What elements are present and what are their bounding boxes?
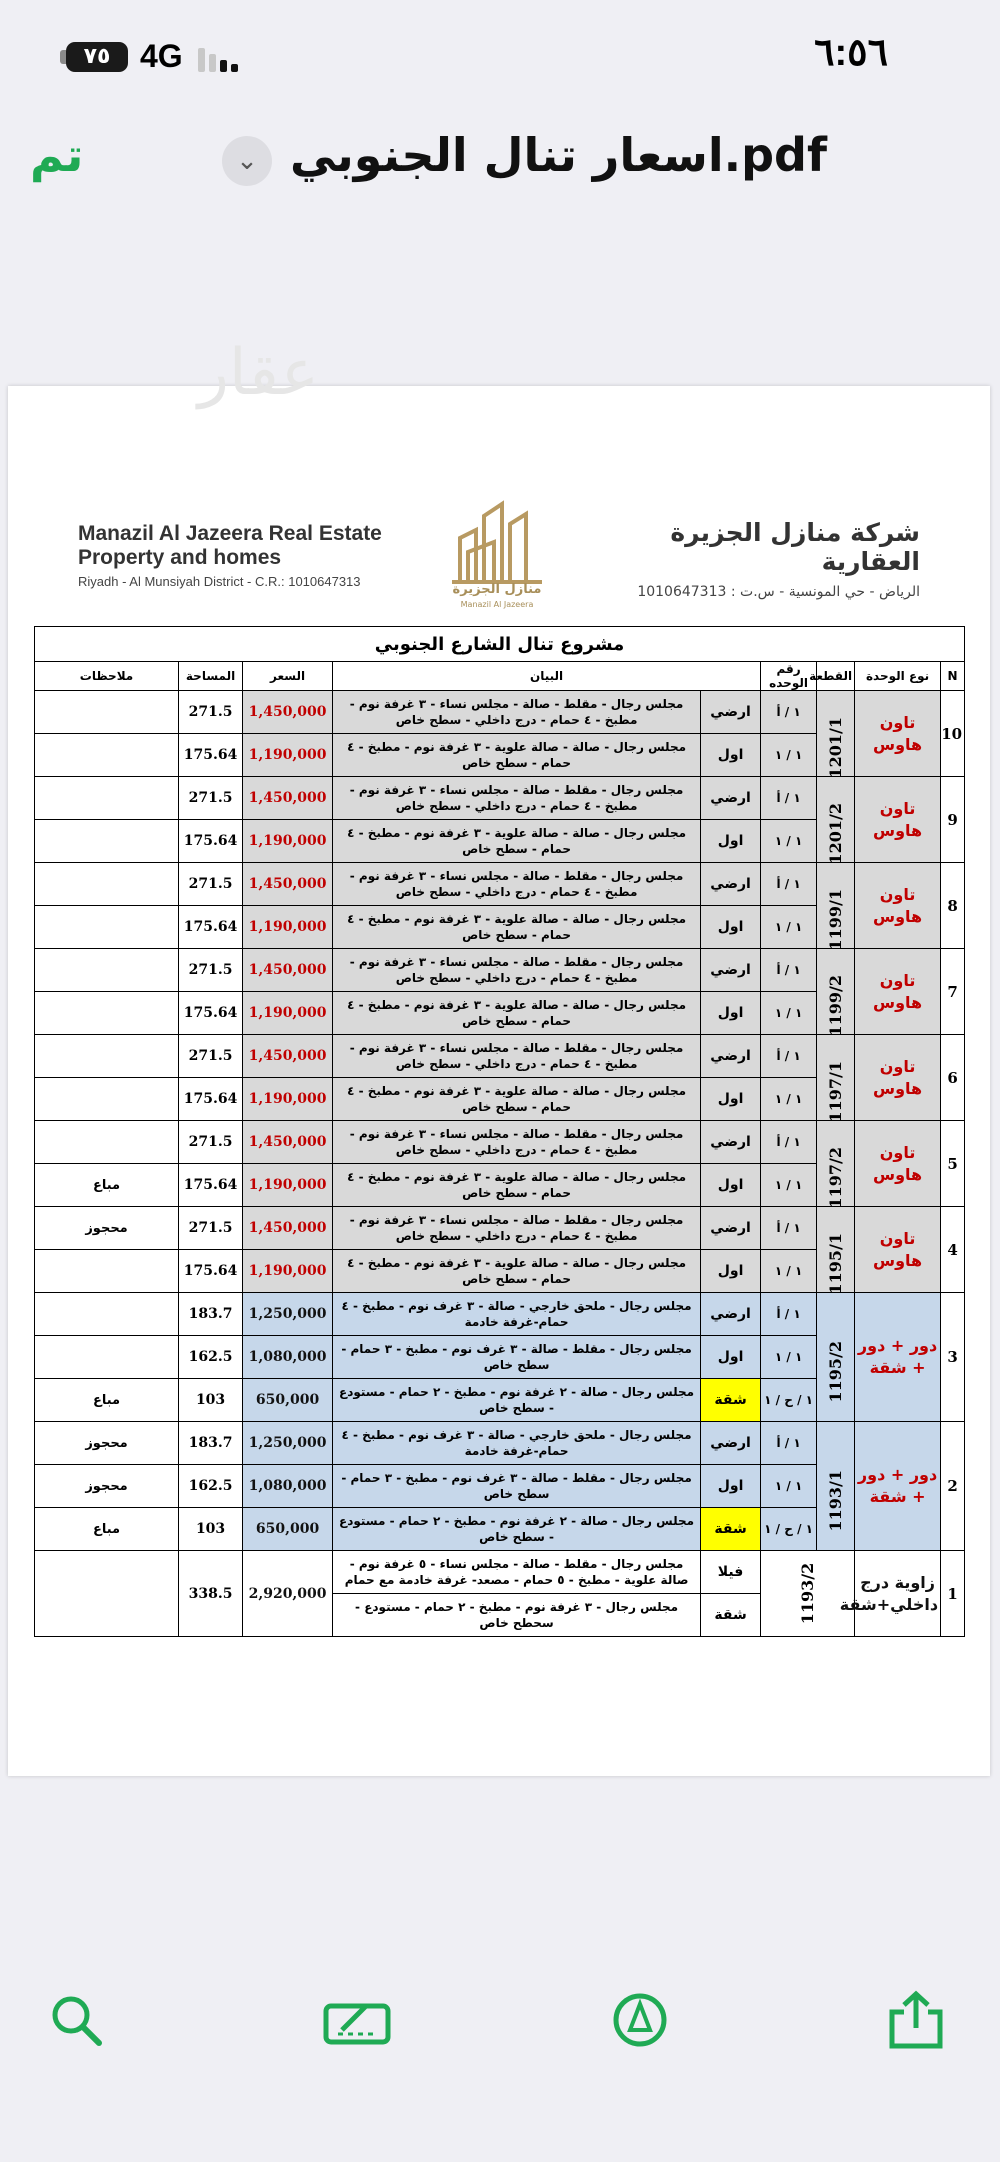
row-number: 9 bbox=[941, 777, 965, 863]
table-row bbox=[35, 777, 965, 820]
company-en-name: Manazil Al Jazeera Real Estate bbox=[78, 522, 382, 545]
unit-number: ١ / ١ bbox=[761, 1250, 817, 1293]
unit-area: 175.64 bbox=[179, 734, 243, 777]
unit-notes bbox=[35, 820, 179, 863]
unit-type: تاون هاوس bbox=[855, 949, 941, 1035]
document-title[interactable]: اسعار تنال الجنوبي.pdf bbox=[290, 128, 827, 182]
unit-number: ١ / ح / ١ bbox=[761, 1379, 817, 1422]
unit-description: مجلس رجال - صالة - ٢ غرفة نوم - مطبخ - ٢ حمام - مستودع - سطح خاص bbox=[333, 1508, 701, 1551]
unit-number: ١ / ١ bbox=[761, 1465, 817, 1508]
unit-notes bbox=[35, 1121, 179, 1164]
header-notes: ملاحظات bbox=[35, 662, 179, 691]
floor-label: ارضي bbox=[701, 863, 761, 906]
unit-notes bbox=[35, 1293, 179, 1336]
unit-description: مجلس رجال - مقلط - صالة - ٣ غرف نوم - مطبخ - ٣ حمام - سطح خاص bbox=[333, 1465, 701, 1508]
unit-description: مجلس رجال - مقلط - صالة - ٣ غرف نوم - مطبخ - ٣ حمام - سطح خاص bbox=[333, 1336, 701, 1379]
floor-label: اول bbox=[701, 1078, 761, 1121]
pdf-page[interactable] bbox=[8, 336, 990, 1776]
floor-label: اول bbox=[701, 1164, 761, 1207]
plot-number bbox=[817, 1293, 855, 1422]
unit-area: 271.5 bbox=[179, 863, 243, 906]
unit-description: مجلس رجال - صالة - صالة علوية - ٣ غرفة نوم - مطبخ - ٤ حمام - سطح خاص bbox=[333, 1164, 701, 1207]
company-ar-name: شركة منازل الجزيرة العقارية bbox=[670, 518, 920, 576]
plot-number-text: 1193/1 bbox=[826, 1469, 846, 1532]
company-en-address: Riyadh - Al Munsiyah District - C.R.: 1010647313 bbox=[78, 574, 361, 589]
floor-label: شقة bbox=[701, 1379, 761, 1422]
table-row bbox=[35, 1121, 965, 1164]
unit-notes: مباع bbox=[35, 1508, 179, 1551]
floor-label: ارضي bbox=[701, 1121, 761, 1164]
floor-label: ارضي bbox=[701, 1422, 761, 1465]
status-bar bbox=[0, 0, 1000, 110]
unit-price: 1,450,000 bbox=[243, 863, 333, 906]
plot-number-text: 1195/2 bbox=[826, 1340, 846, 1403]
unit-type: تاون هاوس bbox=[855, 1035, 941, 1121]
unit-number: ١ / أ bbox=[761, 1121, 817, 1164]
clock: ٦:٥٦ bbox=[814, 32, 888, 74]
unit-description: مجلس رجال - مقلط - صالة - مجلس نساء - ٣ غرفة نوم - مطبخ - ٤ حمام - درج داخلي - سطح خاص bbox=[333, 691, 701, 734]
floor-label: شقة bbox=[701, 1594, 761, 1637]
unit-price: 1,190,000 bbox=[243, 906, 333, 949]
plot-number bbox=[817, 1207, 855, 1293]
unit-number: ١ / أ bbox=[761, 863, 817, 906]
unit-description: مجلس رجال - مقلط - صالة - مجلس نساء - ٥ غرفة نوم - صالة علوية - مطبخ - ٥ حمام - مصعد- غرفة خادمة مع حمام bbox=[333, 1551, 701, 1594]
plot-number-text: 1197/1 bbox=[826, 1061, 846, 1123]
floor-label: شقة bbox=[701, 1508, 761, 1551]
table-row bbox=[35, 949, 965, 992]
row-number: 5 bbox=[941, 1121, 965, 1207]
unit-area: 175.64 bbox=[179, 820, 243, 863]
company-ar-address: الرياض - حي المونسية - س.ت : 1010647313 bbox=[637, 584, 920, 600]
battery-indicator: ٧٥ bbox=[66, 42, 128, 72]
logo-text-en: Manazil Al Jazeera bbox=[460, 600, 534, 609]
unit-notes bbox=[35, 992, 179, 1035]
unit-description: مجلس رجال - ملحق خارجي - صالة - ٣ غرف نوم - مطبخ - ٤ حمام-غرفة خادمة bbox=[333, 1293, 701, 1336]
unit-area: 271.5 bbox=[179, 777, 243, 820]
floor-label: ارضي bbox=[701, 691, 761, 734]
unit-notes bbox=[35, 734, 179, 777]
unit-notes: محجوز bbox=[35, 1422, 179, 1465]
unit-price: 1,450,000 bbox=[243, 1121, 333, 1164]
unit-notes bbox=[35, 1078, 179, 1121]
unit-price: 1,450,000 bbox=[243, 1035, 333, 1078]
unit-number: ١ / ١ bbox=[761, 734, 817, 777]
table-row bbox=[35, 1035, 965, 1078]
table-title-row bbox=[35, 627, 965, 662]
signal-icon bbox=[198, 44, 246, 72]
unit-number: ١ / أ bbox=[761, 1293, 817, 1336]
unit-number: ١ / ١ bbox=[761, 906, 817, 949]
plot-number bbox=[817, 863, 855, 949]
plot-number-text: 1199/2 bbox=[826, 975, 846, 1037]
row-number: 8 bbox=[941, 863, 965, 949]
row-number: 4 bbox=[941, 1207, 965, 1293]
unit-notes: محجوز bbox=[35, 1207, 179, 1250]
floor-label: اول bbox=[701, 906, 761, 949]
table-row bbox=[35, 863, 965, 906]
unit-number: ١ / أ bbox=[761, 691, 817, 734]
floor-label: ارضي bbox=[701, 1207, 761, 1250]
unit-description: مجلس رجال - مقلط - صالة - مجلس نساء - ٣ غرفة نوم - مطبخ - ٤ حمام - درج داخلي - سطح خاص bbox=[333, 777, 701, 820]
unit-type: تاون هاوس bbox=[855, 777, 941, 863]
unit-number: ١ / ١ bbox=[761, 820, 817, 863]
logo-text-ar: منازل الجزيرة bbox=[452, 582, 542, 597]
table-row bbox=[35, 1422, 965, 1465]
plot-number-text: 1193/2 bbox=[798, 1562, 818, 1625]
header-n: N bbox=[941, 662, 965, 691]
unit-notes: محجوز bbox=[35, 1465, 179, 1508]
floor-label: اول bbox=[701, 734, 761, 777]
header-type: نوع الوحدة bbox=[855, 662, 941, 691]
unit-price: 1,190,000 bbox=[243, 992, 333, 1035]
header-area: المساحة bbox=[179, 662, 243, 691]
unit-notes bbox=[35, 906, 179, 949]
unit-area: 271.5 bbox=[179, 1121, 243, 1164]
unit-area: 175.64 bbox=[179, 1164, 243, 1207]
annotate-icon[interactable] bbox=[610, 1990, 670, 2050]
unit-type: دور + دور + شقة bbox=[855, 1422, 941, 1551]
unit-type: زاوية درج داخلي+شقة bbox=[855, 1551, 941, 1637]
unit-price: 1,190,000 bbox=[243, 1164, 333, 1207]
plot-number bbox=[817, 1121, 855, 1207]
plot-number bbox=[817, 691, 855, 777]
unit-type: تاون هاوس bbox=[855, 1121, 941, 1207]
header-price: السعر bbox=[243, 662, 333, 691]
unit-area: 103 bbox=[179, 1508, 243, 1551]
unit-notes bbox=[35, 691, 179, 734]
table-row bbox=[35, 1551, 965, 1594]
company-en-tagline: Property and homes bbox=[78, 546, 282, 569]
unit-price: 1,450,000 bbox=[243, 777, 333, 820]
unit-price: 1,080,000 bbox=[243, 1465, 333, 1508]
unit-description: مجلس رجال - صالة - صالة علوية - ٣ غرفة نوم - مطبخ - ٤ حمام - سطح خاص bbox=[333, 906, 701, 949]
unit-area: 162.5 bbox=[179, 1336, 243, 1379]
chevron-down-icon[interactable]: ⌄ bbox=[222, 136, 272, 186]
unit-notes bbox=[35, 1551, 179, 1637]
header-desc: البيان bbox=[333, 662, 761, 691]
floor-label: ارضي bbox=[701, 1035, 761, 1078]
unit-description: مجلس رجال - مقلط - صالة - مجلس نساء - ٣ غرفة نوم - مطبخ - ٤ حمام - درج داخلي - سطح خاص bbox=[333, 863, 701, 906]
unit-description: مجلس رجال - مقلط - صالة - مجلس نساء - ٣ غرفة نوم - مطبخ - ٤ حمام - درج داخلي - سطح خاص bbox=[333, 949, 701, 992]
unit-number: ١ / أ bbox=[761, 777, 817, 820]
plot-number-text: 1201/2 bbox=[826, 803, 846, 865]
bottom-toolbar bbox=[0, 1990, 1000, 2090]
unit-type: تاون هاوس bbox=[855, 1207, 941, 1293]
plot-number bbox=[817, 777, 855, 863]
unit-number: ١ / أ bbox=[761, 1035, 817, 1078]
unit-type: دور + دور + شقة bbox=[855, 1293, 941, 1422]
row-number: 2 bbox=[941, 1422, 965, 1551]
unit-description: مجلس رجال - صالة - ٢ غرفة نوم - مطبخ - ٢ حمام - مستودع - سطح خاص bbox=[333, 1379, 701, 1422]
plot-number bbox=[817, 949, 855, 1035]
unit-price: 2,920,000 bbox=[243, 1551, 333, 1637]
unit-area: 271.5 bbox=[179, 1035, 243, 1078]
company-logo bbox=[446, 494, 548, 614]
unit-notes bbox=[35, 863, 179, 906]
unit-description: مجلس رجال - ٣ غرفة نوم - مطبخ - ٢ حمام - مستودع - سحطح خاص bbox=[333, 1594, 701, 1637]
unit-area: 175.64 bbox=[179, 906, 243, 949]
unit-price: 1,250,000 bbox=[243, 1422, 333, 1465]
unit-description: مجلس رجال - مقلط - صالة - مجلس نساء - ٣ غرفة نوم - مطبخ - ٤ حمام - درج داخلي - سطح خاص bbox=[333, 1035, 701, 1078]
unit-number: ١ / أ bbox=[761, 1422, 817, 1465]
unit-type: تاون هاوس bbox=[855, 691, 941, 777]
logo-building-icon bbox=[446, 494, 548, 584]
floor-label: ارضي bbox=[701, 1293, 761, 1336]
unit-price: 1,190,000 bbox=[243, 734, 333, 777]
floor-label: اول bbox=[701, 992, 761, 1035]
row-number: 6 bbox=[941, 1035, 965, 1121]
unit-number: ١ / ١ bbox=[761, 992, 817, 1035]
unit-area: 338.5 bbox=[179, 1551, 243, 1637]
row-number: 1 bbox=[941, 1551, 965, 1637]
plot-number-text: 1195/1 bbox=[826, 1233, 846, 1295]
unit-notes: مباع bbox=[35, 1379, 179, 1422]
unit-number: ١ / ح / ١ bbox=[761, 1508, 817, 1551]
row-number: 10 bbox=[941, 691, 965, 777]
network-label: 4G bbox=[140, 38, 183, 74]
plot-number bbox=[817, 1035, 855, 1121]
unit-area: 103 bbox=[179, 1379, 243, 1422]
plot-number-text: 1199/1 bbox=[826, 889, 846, 951]
unit-price: 1,450,000 bbox=[243, 1207, 333, 1250]
header-plot: القطعة bbox=[817, 662, 855, 691]
floor-label: ارضي bbox=[701, 949, 761, 992]
unit-price: 1,250,000 bbox=[243, 1293, 333, 1336]
table-row bbox=[35, 691, 965, 734]
unit-area: 175.64 bbox=[179, 992, 243, 1035]
unit-area: 183.7 bbox=[179, 1293, 243, 1336]
unit-description: مجلس رجال - صالة - صالة علوية - ٣ غرفة نوم - مطبخ - ٤ حمام - سطح خاص bbox=[333, 1078, 701, 1121]
floor-label: فيلا bbox=[701, 1551, 761, 1594]
unit-area: 271.5 bbox=[179, 691, 243, 734]
unit-number: ١ / أ bbox=[761, 949, 817, 992]
table-row bbox=[35, 1293, 965, 1336]
table-title: مشروع تنال الشارع الجنوبي bbox=[35, 627, 965, 662]
plot-number-text: 1197/2 bbox=[826, 1147, 846, 1209]
company-en bbox=[78, 522, 438, 589]
unit-type: تاون هاوس bbox=[855, 863, 941, 949]
table-header-row bbox=[35, 662, 965, 691]
unit-notes bbox=[35, 1336, 179, 1379]
unit-number: ١ / أ bbox=[761, 1207, 817, 1250]
unit-price: 1,190,000 bbox=[243, 1250, 333, 1293]
unit-price: 1,190,000 bbox=[243, 1078, 333, 1121]
markup-icon[interactable] bbox=[322, 1990, 394, 2050]
done-button[interactable]: تم bbox=[30, 128, 84, 182]
floor-label: اول bbox=[701, 820, 761, 863]
unit-area: 162.5 bbox=[179, 1465, 243, 1508]
unit-description: مجلس رجال - مقلط - صالة - مجلس نساء - ٣ غرفة نوم - مطبخ - ٤ حمام - درج داخلي - سطح خاص bbox=[333, 1207, 701, 1250]
unit-description: مجلس رجال - صالة - صالة علوية - ٣ غرفة نوم - مطبخ - ٤ حمام - سطح خاص bbox=[333, 820, 701, 863]
unit-description: مجلس رجال - صالة - صالة علوية - ٣ غرفة نوم - مطبخ - ٤ حمام - سطح خاص bbox=[333, 734, 701, 777]
search-icon[interactable] bbox=[46, 1990, 106, 2050]
unit-price: 650,000 bbox=[243, 1508, 333, 1551]
unit-number: ١ / ١ bbox=[761, 1336, 817, 1379]
share-icon[interactable] bbox=[886, 1990, 946, 2050]
row-number: 7 bbox=[941, 949, 965, 1035]
floor-label: اول bbox=[701, 1336, 761, 1379]
unit-description: مجلس رجال - مقلط - صالة - مجلس نساء - ٣ غرفة نوم - مطبخ - ٤ حمام - درج داخلي - سطح خاص bbox=[333, 1121, 701, 1164]
unit-notes bbox=[35, 1035, 179, 1078]
unit-area: 271.5 bbox=[179, 1207, 243, 1250]
unit-description: مجلس رجال - صالة - صالة علوية - ٣ غرفة نوم - مطبخ - ٤ حمام - سطح خاص bbox=[333, 1250, 701, 1293]
unit-number: ١ / ١ bbox=[761, 1078, 817, 1121]
unit-price: 1,190,000 bbox=[243, 820, 333, 863]
unit-notes bbox=[35, 1250, 179, 1293]
unit-description: مجلس رجال - صالة - صالة علوية - ٣ غرفة نوم - مطبخ - ٤ حمام - سطح خاص bbox=[333, 992, 701, 1035]
floor-label: اول bbox=[701, 1250, 761, 1293]
unit-notes: مباع bbox=[35, 1164, 179, 1207]
unit-description: مجلس رجال - ملحق خارجي - صالة - ٣ غرف نوم - مطبخ - ٤ حمام-غرفة خادمة bbox=[333, 1422, 701, 1465]
unit-price: 1,080,000 bbox=[243, 1336, 333, 1379]
unit-price: 1,450,000 bbox=[243, 691, 333, 734]
row-number: 3 bbox=[941, 1293, 965, 1422]
unit-area: 175.64 bbox=[179, 1250, 243, 1293]
price-table bbox=[34, 626, 965, 1637]
watermark: عقار bbox=[198, 336, 319, 410]
unit-notes bbox=[35, 777, 179, 820]
unit-price: 650,000 bbox=[243, 1379, 333, 1422]
unit-notes bbox=[35, 949, 179, 992]
header-unit: رقم الوحده bbox=[761, 662, 817, 691]
company-ar bbox=[580, 518, 920, 600]
unit-area: 175.64 bbox=[179, 1078, 243, 1121]
plot-number bbox=[817, 1422, 855, 1551]
unit-area: 271.5 bbox=[179, 949, 243, 992]
floor-label: اول bbox=[701, 1465, 761, 1508]
floor-label: ارضي bbox=[701, 777, 761, 820]
unit-price: 1,450,000 bbox=[243, 949, 333, 992]
unit-area: 183.7 bbox=[179, 1422, 243, 1465]
table-row bbox=[35, 1207, 965, 1250]
plot-number-text: 1201/1 bbox=[826, 717, 846, 779]
unit-number: ١ / ١ bbox=[761, 1164, 817, 1207]
